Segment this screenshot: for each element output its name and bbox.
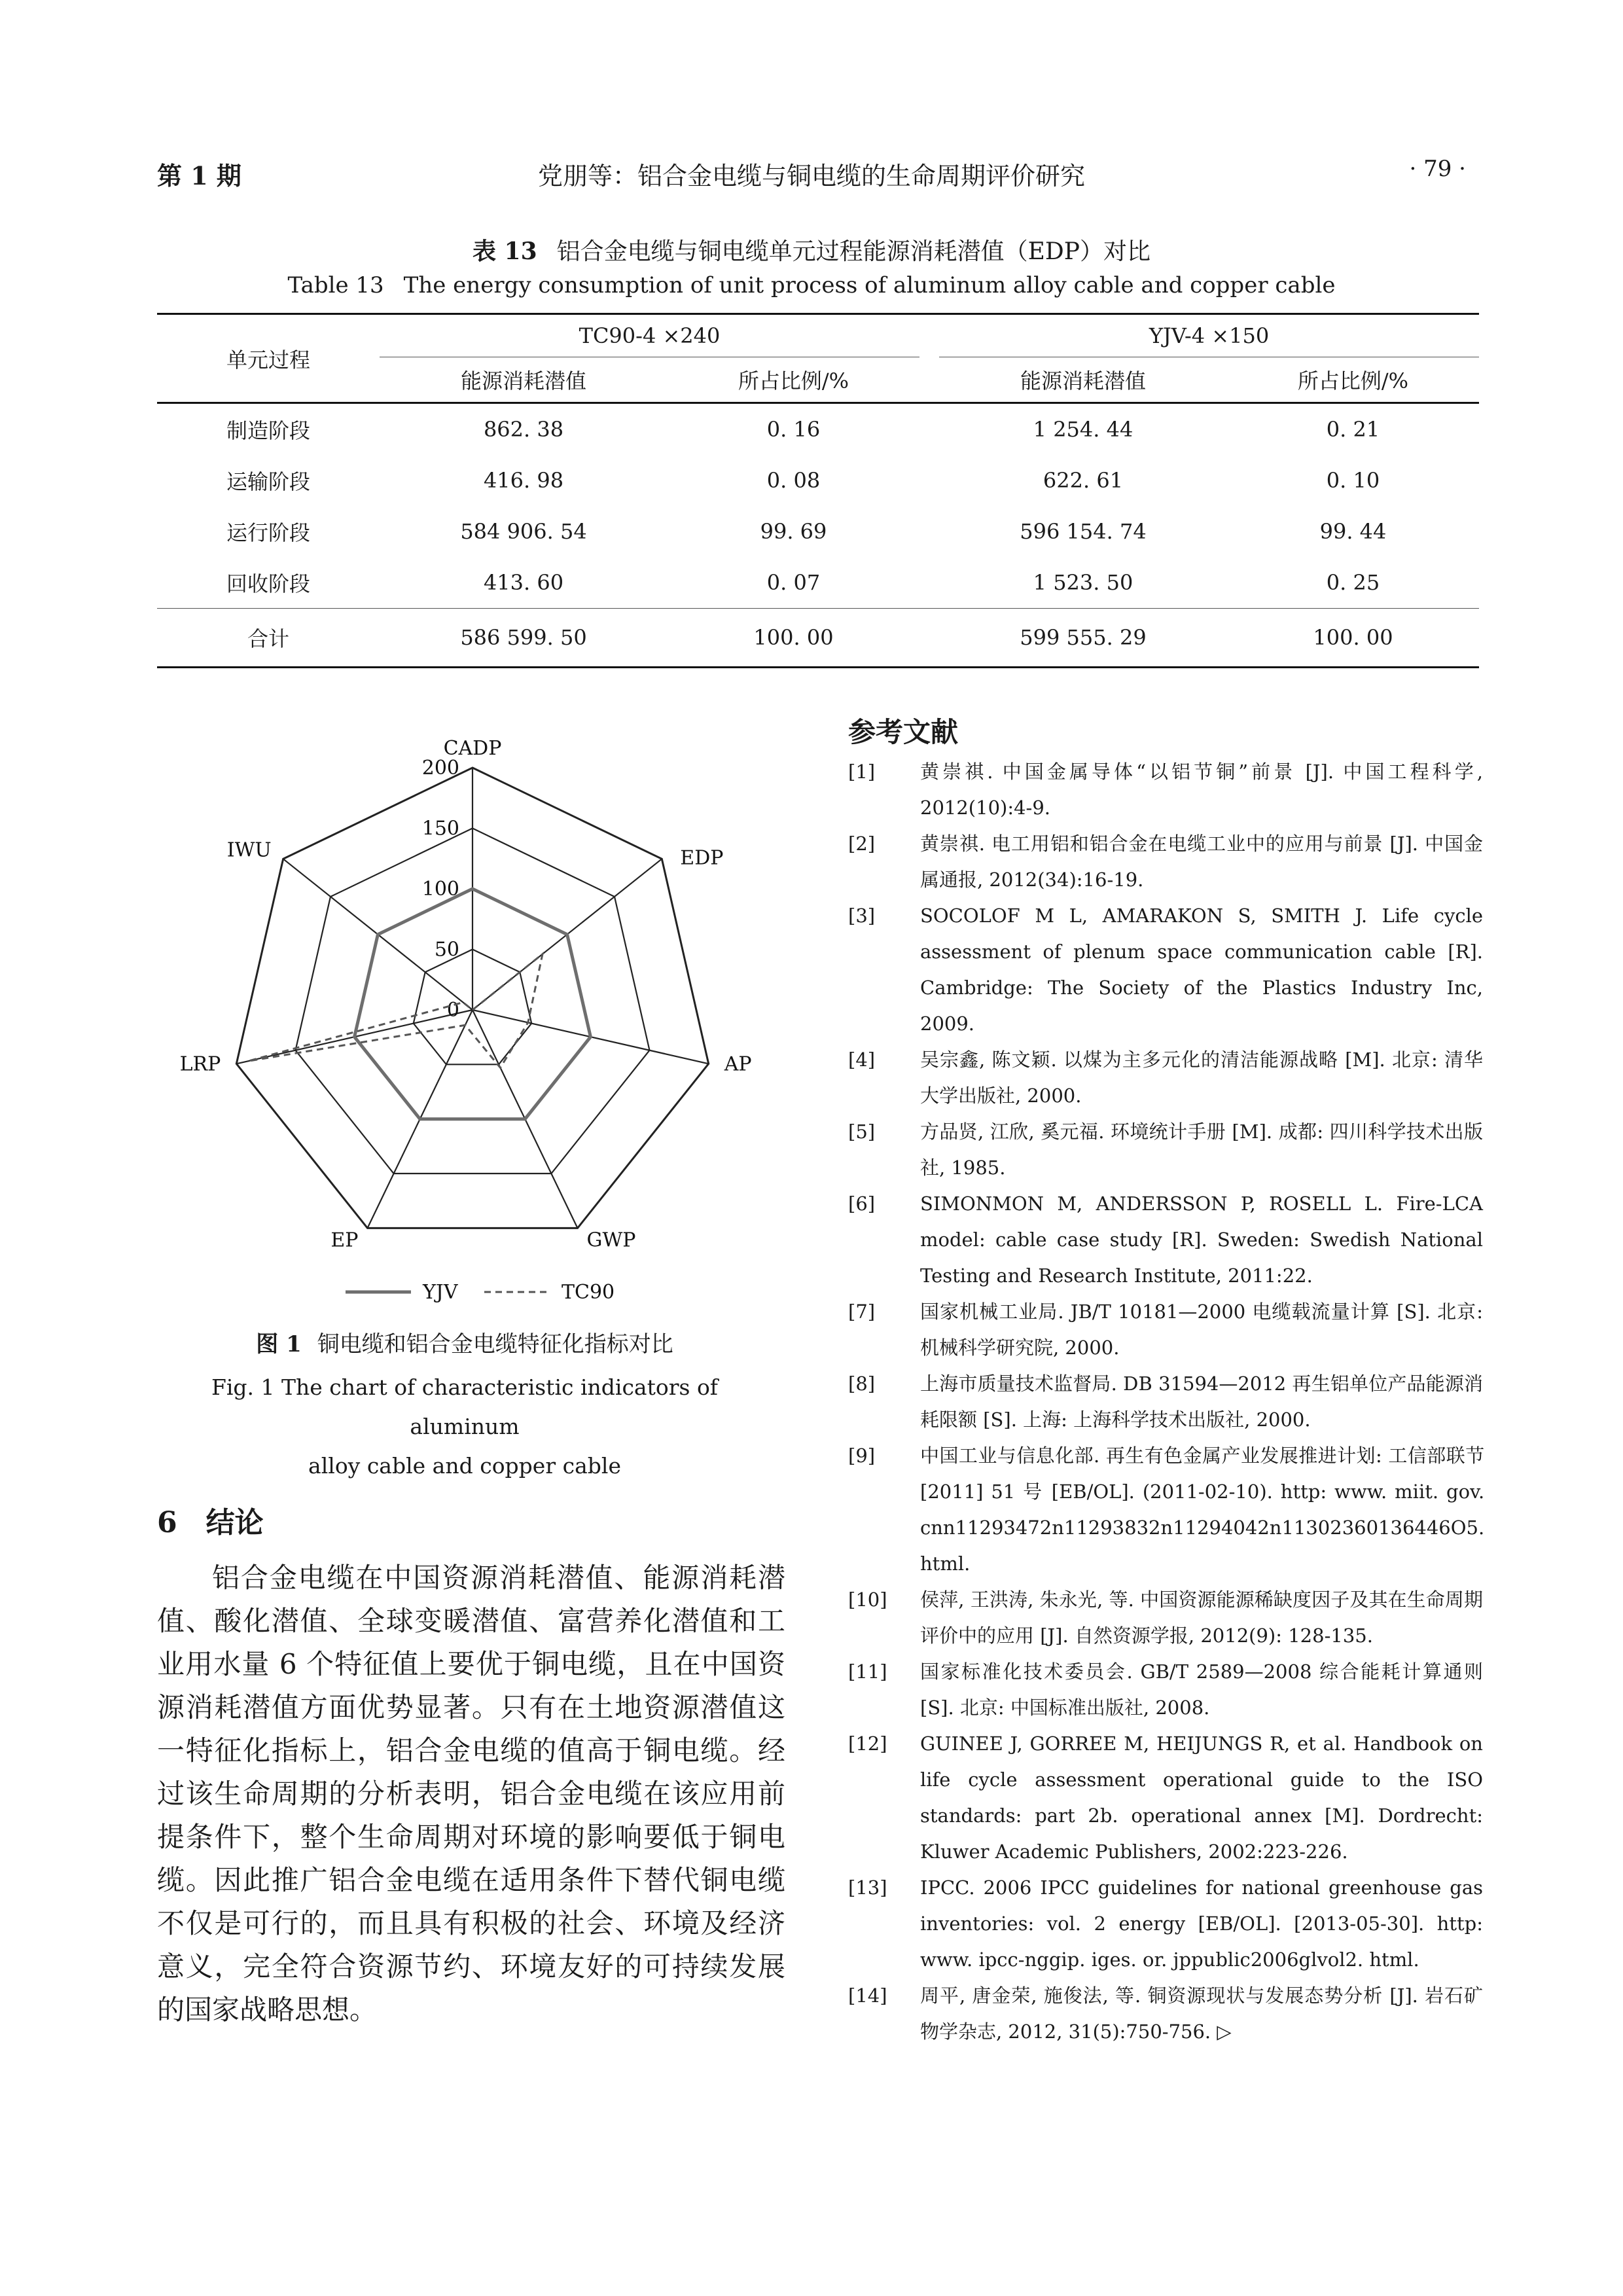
cell: 586 599. 50	[380, 609, 668, 668]
cell: 584 906. 54	[460, 519, 587, 544]
tick-label: 100	[421, 878, 459, 901]
section-number: 6	[157, 1506, 177, 1539]
table-title-en: The energy consumption of unit process of aluminum alloy cable and copper cable	[403, 272, 1336, 298]
reference-number: [4]	[848, 1049, 876, 1071]
figure-caption-en	[157, 1368, 772, 1486]
running-title: 党朋等：铝合金电缆与铜电缆的生命周期评价研究	[537, 162, 1085, 190]
cell: 596 154. 74	[1020, 519, 1147, 544]
reference-text: 方品贤, 江欣, 奚元福. 环境统计手册 [M]. 成都: 四川科学技术出版社, 1985.	[920, 1121, 1483, 1179]
references-heading: 参考文献	[848, 716, 959, 748]
reference-item	[842, 826, 1483, 898]
reference-number: [12]	[848, 1732, 887, 1755]
reference-item	[842, 898, 1483, 1042]
edp-table	[157, 313, 1479, 668]
reference-number: [14]	[848, 1984, 887, 2007]
axis-label-gwp: GWP	[586, 1229, 636, 1252]
figure-caption-en-line2: alloy cable and copper cable	[308, 1453, 621, 1479]
table-caption-cn	[157, 233, 1466, 266]
table-row	[157, 506, 1479, 557]
group-yjv: YJV-4 ×150	[939, 314, 1479, 357]
cell: 99. 44	[1319, 519, 1387, 544]
table-row	[157, 403, 1479, 456]
cell: 413. 60	[483, 570, 564, 595]
axis-label-lrp: LRP	[179, 1052, 221, 1076]
cell: 制造阶段	[226, 418, 310, 443]
cell: 运行阶段	[226, 520, 310, 545]
axis-label-ep: EP	[330, 1229, 359, 1252]
reference-text: 吴宗鑫, 陈文颖. 以煤为主多元化的清洁能源战略 [M]. 北京: 清华大学出版社, 2000.	[920, 1049, 1483, 1107]
reference-number: [10]	[848, 1588, 887, 1611]
legend-label-yjv: YJV	[423, 1281, 458, 1304]
cell: 运输阶段	[226, 469, 310, 494]
cell: 合计	[157, 609, 380, 668]
cell: 100. 00	[1227, 609, 1479, 668]
tick-label: 200	[421, 757, 459, 780]
reference-item	[842, 1582, 1483, 1654]
reference-number: [3]	[848, 905, 876, 927]
col-header: 所占比例/%	[1227, 357, 1479, 403]
reference-number: [9]	[848, 1444, 876, 1467]
cell: 1 254. 44	[1033, 417, 1133, 442]
cell: 862. 38	[483, 417, 564, 442]
cell: 0. 21	[1326, 417, 1380, 442]
cell: 100. 00	[668, 609, 919, 668]
row-header: 单元过程	[157, 314, 380, 403]
col-header: 能源消耗潜值	[380, 357, 668, 403]
cell: 99. 69	[760, 519, 827, 544]
reference-number: [13]	[848, 1876, 887, 1899]
running-header	[157, 156, 1466, 195]
cell: 0. 16	[766, 417, 821, 442]
reference-text: 上海市质量技术监督局. DB 31594—2012 再生铝单位产品能源消耗限额 [S]. 上海: 上海科学技术出版社, 2000.	[920, 1372, 1483, 1431]
conclusion-paragraph: 铝合金电缆在中国资源消耗潜值、能源消耗潜值、酸化潜值、全球变暖潜值、富营养化潜值和工业用水量 6 个特征值上要优于铜电缆，且在中国资源消耗潜值方面优势显著。只有在土地资源潜值这一特征化指标上，铝合金电缆的值高于铜电缆。经过该生命周期的分析表明，铝合金电缆在该应用前提条件下，整个生命周期对环境的影响要低于铜电缆。因此推广铝合金电缆在适用条件下替代铜电缆不仅是可行的，而且具有积极的社会、环境及经济意义，完全符合资源节约、环境友好的可持续发展的国家战略思想。	[157, 1562, 785, 2026]
axis-label-cadp: CADP	[443, 737, 502, 760]
tick-label: 50	[434, 938, 459, 961]
figure-title-cn: 铜电缆和铝合金电缆特征化指标对比	[317, 1331, 673, 1357]
reference-text: IPCC. 2006 IPCC guidelines for national greenhouse gas inventories: vol. 2 energy [EB/OL]. [2013-05-30]. http: www. ipcc-nggip. iges. or. jppublic2006glvol2. html.	[920, 1876, 1483, 1971]
table-row	[157, 557, 1479, 609]
reference-item	[842, 1366, 1483, 1438]
group-tc90: TC90-4 ×240	[380, 314, 919, 357]
table-label-cn: 表 13	[472, 238, 537, 265]
cell: 416. 98	[483, 468, 564, 493]
col-header: 所占比例/%	[668, 357, 919, 403]
tick-label: 0	[446, 999, 459, 1022]
cell: 回收阶段	[226, 571, 310, 596]
reference-item	[842, 1870, 1483, 1978]
reference-text: 国家机械工业局. JB/T 10181—2000 电缆载流量计算 [S]. 北京: 机械科学研究院, 2000.	[920, 1300, 1483, 1359]
table-total-row	[157, 609, 1479, 668]
cell: 622. 61	[1043, 468, 1124, 493]
reference-item	[842, 1726, 1483, 1870]
cell: 599 555. 29	[939, 609, 1227, 668]
reference-item	[842, 1186, 1483, 1294]
reference-text: SOCOLOF M L, AMARAKON S, SMITH J. Life cycle assessment of plenum space communication cable [R]. Cambridge: The Society of the Plastics Industry Inc, 2009.	[920, 905, 1483, 1035]
reference-item	[842, 1114, 1483, 1186]
reference-text: SIMONMON M, ANDERSSON P, ROSELL L. Fire-LCA model: cable case study [R]. Sweden: Swedish National Testing and Research Institute, 2011:22.	[920, 1193, 1483, 1287]
radar-chart	[177, 728, 753, 1317]
reference-text: 黄崇祺. 电工用铝和铝合金在电缆工业中的应用与前景 [J]. 中国金属通报, 2012(34):16-19.	[920, 833, 1483, 891]
reference-text: 中国工业与信息化部. 再生有色金属产业发展推进计划: 工信部联节 [2011] 51 号 [EB/OL]. (2011-02-10). http: www. miit. gov. cnn11293472n11293832n11294042n11302360136446O5. html.	[920, 1444, 1485, 1575]
reference-number: [7]	[848, 1300, 876, 1323]
reference-text: 周平, 唐金荣, 施俊法, 等. 铜资源现状与发展态势分析 [J]. 岩石矿物学杂志, 2012, 31(5):750-756. ▷	[920, 1984, 1483, 2043]
reference-number: [1]	[848, 761, 876, 783]
reference-item	[842, 1438, 1483, 1582]
reference-text: GUINEE J, GORREE M, HEIJUNGS R, et al. Handbook on life cycle assessment operational guide to the ISO standards: part 2b. operational annex [M]. Dordrecht: Kluwer Academic Publishers, 2002:223-226.	[920, 1732, 1483, 1863]
reference-number: [8]	[848, 1372, 876, 1395]
reference-item	[842, 1978, 1483, 2050]
reference-number: [2]	[848, 833, 876, 855]
section-heading	[157, 1499, 264, 1541]
reference-item	[842, 754, 1483, 826]
cell: 0. 10	[1326, 468, 1380, 493]
reference-text: 国家标准化技术委员会. GB/T 2589—2008 综合能耗计算通则 [S]. 北京: 中国标准出版社, 2008.	[920, 1660, 1483, 1719]
figure-label-cn: 图 1	[256, 1331, 302, 1357]
legend-label-tc90: TC90	[562, 1281, 615, 1304]
axis-label-ap: AP	[724, 1052, 752, 1076]
reference-number: [6]	[848, 1193, 876, 1215]
table-caption-en	[157, 272, 1466, 298]
cell: 0. 08	[766, 468, 821, 493]
issue-number: 第 1 期	[157, 161, 241, 190]
table-title-cn: 铝合金电缆与铜电缆单元过程能源消耗潜值（EDP）对比	[556, 238, 1150, 265]
reference-number: [5]	[848, 1121, 876, 1143]
cell: 0. 25	[1326, 570, 1380, 595]
page-number: · 79 ·	[1409, 156, 1466, 182]
reference-text: 侯萍, 王洪涛, 朱永光, 等. 中国资源能源稀缺度因子及其在生命周期评价中的应用 [J]. 自然资源学报, 2012(9): 128-135.	[920, 1588, 1483, 1647]
table-label-en: Table 13	[287, 272, 384, 298]
reference-item	[842, 1294, 1483, 1366]
reference-item	[842, 1654, 1483, 1726]
reference-item	[842, 1042, 1483, 1114]
reference-number: [11]	[848, 1660, 887, 1683]
table-row	[157, 455, 1479, 506]
axis-label-iwu: IWU	[226, 838, 272, 862]
figure-caption-en-line1: Fig. 1 The chart of characteristic indicators of aluminum	[211, 1374, 719, 1439]
cell: 1 523. 50	[1033, 570, 1133, 595]
references-list	[842, 754, 1483, 2050]
section-title: 结论	[205, 1506, 264, 1539]
cell: 0. 07	[766, 570, 821, 595]
col-header: 能源消耗潜值	[939, 357, 1227, 403]
axis-label-edp: EDP	[680, 846, 724, 870]
tick-label: 150	[421, 817, 459, 840]
figure-caption-cn	[157, 1326, 772, 1358]
reference-text: 黄崇祺. 中国金属导体“以铝节铜”前景 [J]. 中国工程科学, 2012(10):4-9.	[920, 761, 1483, 819]
